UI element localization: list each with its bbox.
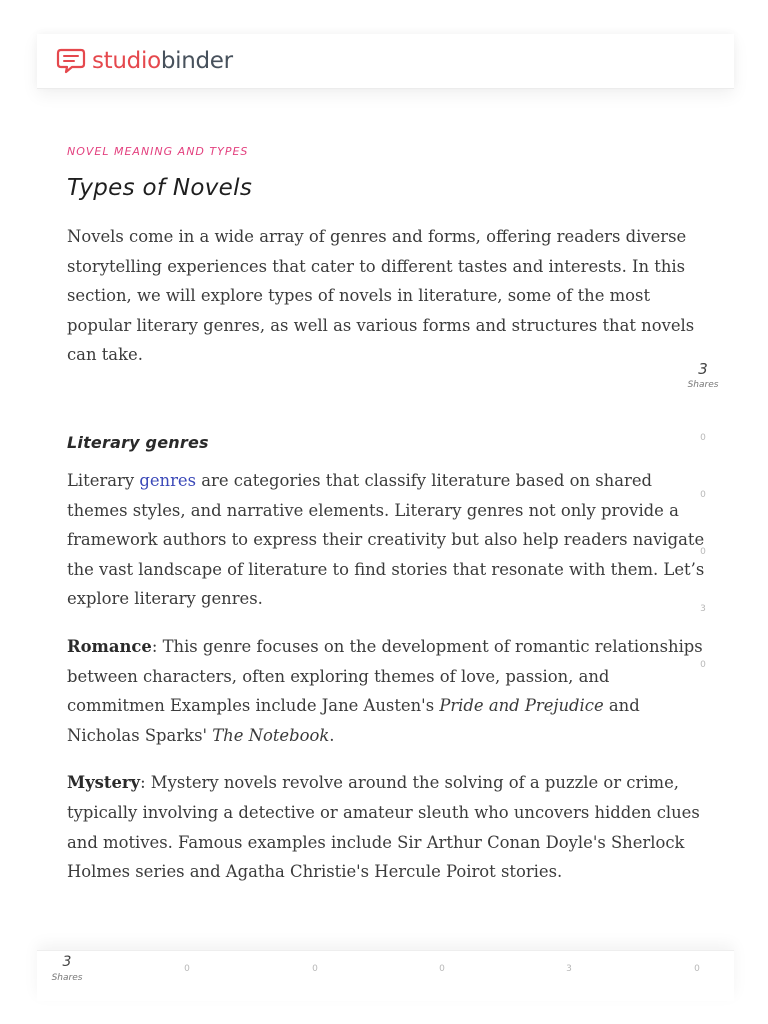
bottom-share-total-count: 3 xyxy=(62,954,72,970)
romance-book-title-1: Pride and Prejudice xyxy=(439,696,604,716)
share-sidebar-count-4[interactable]: 3 xyxy=(700,604,706,614)
genres-link[interactable]: genres xyxy=(139,470,197,490)
studiobinder-logo[interactable] xyxy=(56,46,233,76)
romance-text-2: and Nicholas Sparks' xyxy=(67,696,640,745)
genres-lead-text: Literary xyxy=(67,470,140,490)
bottom-share-total xyxy=(45,954,89,983)
share-total-label: Shares xyxy=(687,380,719,390)
romance-book-title-2: The Notebook xyxy=(212,725,330,745)
bottom-share-count-5[interactable]: 0 xyxy=(694,964,700,974)
mystery-text: : Mystery novels revolve around the solving of a puzzle or crime, typically involving a detective or amateur sleuth who uncovers hidden clues and motives. Famous examples include Sir Arthur Conan Doyle's Sherlock Holmes series and Agatha Christie's Hercule Poirot stories. xyxy=(67,773,700,882)
intro-paragraph: Novels come in a wide array of genres and forms, offering readers diverse storytelling experiences that cater to different tastes and interests. In this section, we will explore types of novels in literature, some of the most popular literary genres, as well as various forms and structures that novels can take. xyxy=(67,227,695,365)
logo-text-binder: binder xyxy=(160,48,233,74)
logo-wordmark xyxy=(92,47,233,75)
bottom-share-count-3[interactable]: 0 xyxy=(439,964,445,974)
genres-paragraph xyxy=(67,466,707,614)
romance-text-1: : This genre focuses on the development of romantic relationships between characters, often exploring themes of love, passion, and commitmen Examples include Jane Austen's xyxy=(67,636,703,716)
literary-genres-heading: Literary genres xyxy=(67,432,209,452)
site-header xyxy=(37,34,734,89)
bottom-share-bar xyxy=(37,950,734,1001)
logo-text-studio: studio xyxy=(92,48,161,74)
bottom-share-count-1[interactable]: 0 xyxy=(184,964,190,974)
section-title: Types of Novels xyxy=(67,175,253,201)
bottom-share-count-2[interactable]: 0 xyxy=(312,964,318,974)
share-sidebar-count-3[interactable]: 0 xyxy=(700,547,706,557)
romance-term: Romance xyxy=(67,636,152,656)
section-kicker: NOVEL MEANING AND TYPES xyxy=(67,145,249,158)
genres-rest-text: are categories that classify literature based on shared themes styles, and narrative elements. Literary genres not only provide a framework authors to express their creativity but also help readers navigate the vast landscape of literature to find stories that resonate with them. Let’s explore literary genres. xyxy=(67,470,705,609)
share-sidebar-count-2[interactable]: 0 xyxy=(700,490,706,500)
romance-text-3: . xyxy=(329,725,335,745)
share-sidebar-count-5[interactable]: 0 xyxy=(700,660,706,670)
share-sidebar-total xyxy=(682,360,724,390)
speech-bubble-logo-icon xyxy=(56,47,86,75)
article-body xyxy=(67,140,707,887)
bottom-share-total-label: Shares xyxy=(51,973,83,983)
share-total-count: 3 xyxy=(698,360,708,378)
share-sidebar-count-1[interactable]: 0 xyxy=(700,433,706,443)
romance-paragraph xyxy=(67,632,707,750)
bottom-share-count-4[interactable]: 3 xyxy=(566,964,572,974)
mystery-paragraph xyxy=(67,768,707,886)
mystery-term: Mystery xyxy=(67,773,141,793)
